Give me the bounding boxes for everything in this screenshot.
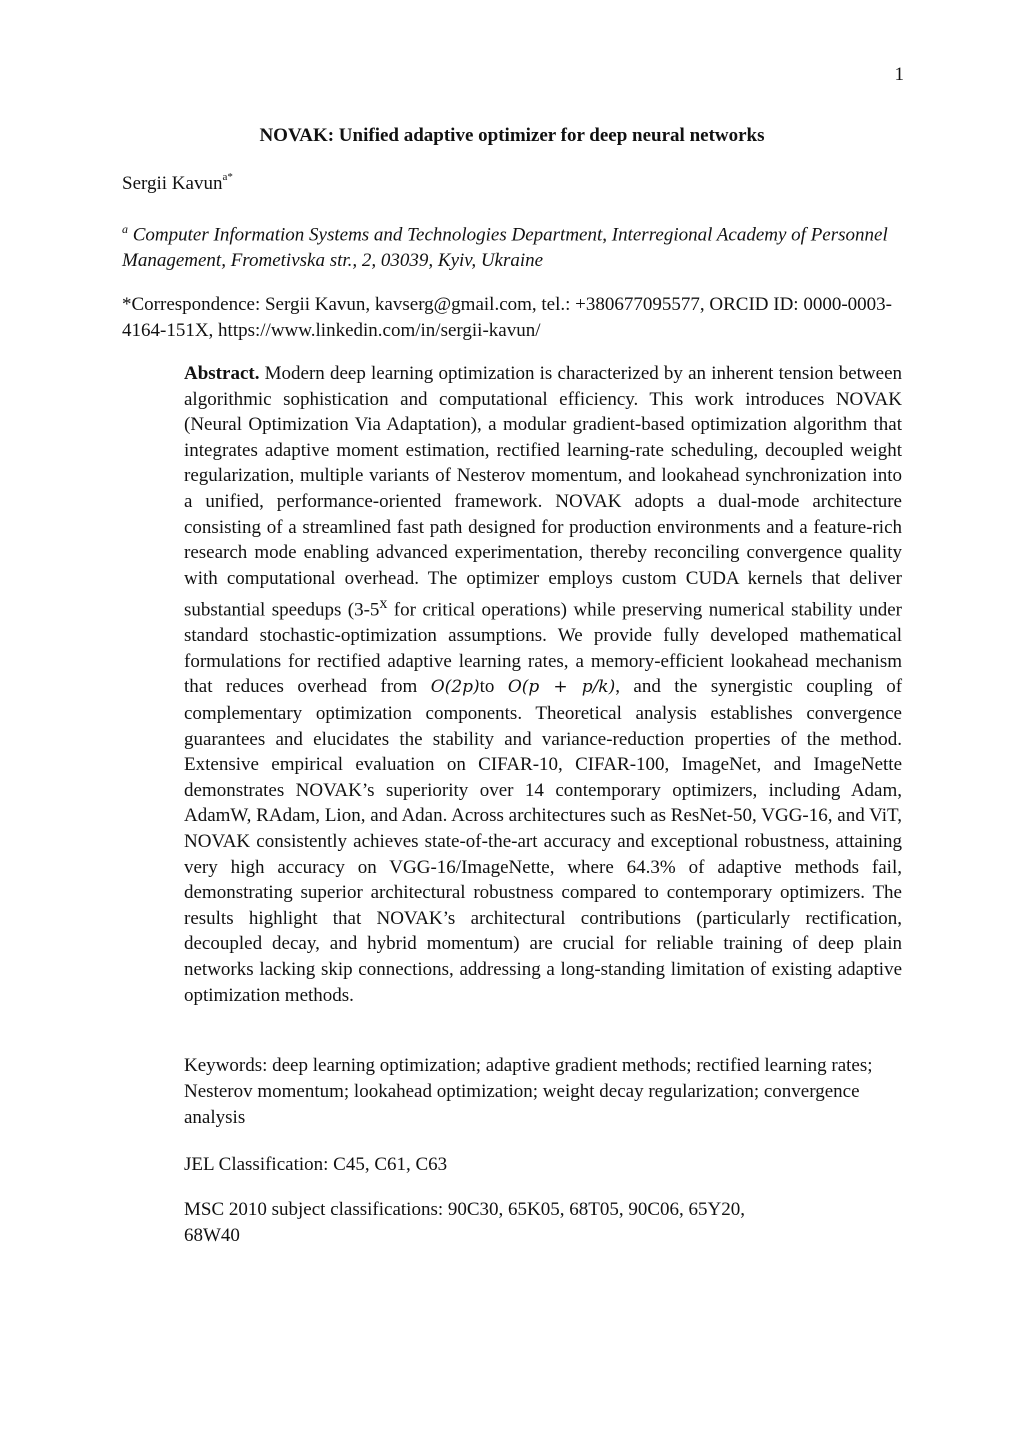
affiliation-mark: a	[122, 222, 128, 236]
author-marks: a*	[222, 171, 233, 183]
author-line	[122, 173, 233, 195]
jel-classification: JEL Classification: C45, C61, C63	[184, 1154, 448, 1175]
abstract-text-4: , and the synergistic coupling of complementary optimization components. Theoretical analysis establishes convergence guarantees and elucidates the stability and variance-reduction properties of the method. Extensive empirical evaluation on CIFAR-10, CIFAR-100, ImageNet, and ImageNette demonstrates NOVAK’s superiority over 14 contemporary optimizers, including Adam, AdamW, RAdam, Lion, and Adan. Across architectures such as ResNet-50, VGG-16, and ViT, NOVAK consistently achieves state-of-the-art accuracy and exceptional robustness, attaining very high accuracy on VGG-16/ImageNette, where 64.3% of adaptive methods fail, demonstrating superior architectural robustness compared to contemporary optimizers. The results highlight that NOVAK’s architectural contributions (particularly rectification, decoupled decay, and hybrid momentum) are crucial for reliable training of deep plain networks lacking skip connections, addressing a long-standing limitation of existing adaptive optimization methods.	[184, 676, 903, 1006]
abstract	[184, 361, 902, 1008]
page-number: 1	[894, 64, 904, 85]
abstract-text-1: Modern deep learning optimization is characterized by an inherent tension between algorithmic sophistication and computational efficiency. This work introduces NOVAK (Neural Optimization Via Adaptation), a modular gradient-based optimization algorithm that integrates adaptive moment estimation, rectified learning-rate scheduling, decoupled weight regularization, multiple variants of Nesterov momentum, and lookahead synchronization into a unified, performance-oriented framework. NOVAK adopts a dual-mode architecture consisting of a streamlined fast path designed for production environments and a feature-rich research mode enabling advanced experimentation, thereby reconciling convergence quality with computational overhead. The optimizer employs custom CUDA kernels that deliver substantial speedups (3-5	[184, 363, 902, 621]
affiliation-text: Computer Information Systems and Technologies Department, Interregional Academy of Personnel Management, Frometivska str., 2, 03039, Kyiv, Ukraine	[122, 224, 888, 272]
msc-classification: MSC 2010 subject classifications: 90C30, 65K05, 68T05, 90C06, 65Y20, 68W40	[184, 1199, 746, 1246]
abstract-sup-x: x	[379, 595, 388, 613]
abstract-label: Abstract.	[184, 363, 260, 384]
correspondence: *Correspondence: Sergii Kavun, kavserg@gmail.com, tel.: +380677095577, ORCID ID: 0000-0003-4164-151X, https://www.linkedin.com/in/sergii-kavun/	[122, 294, 892, 341]
affiliation	[122, 216, 922, 274]
author-name: Sergii Kavun	[122, 173, 223, 194]
keywords: Keywords: deep learning optimization; adaptive gradient methods; rectified learning rates; Nesterov momentum; lookahead optimization; weight decay regularization; convergence analysis	[184, 1055, 873, 1128]
math-o-2p: O(2p)	[430, 677, 480, 698]
abstract-text-3: to	[479, 676, 508, 698]
paper-title: NOVAK: Unified adaptive optimizer for deep neural networks	[259, 125, 765, 146]
abstract-text-2: for critical operations) while preserving numerical stability under standard stochastic-optimization assumptions. We provide fully developed mathematical formulations for rectified adaptive learning rates, a memory-efficient lookahead mechanism that reduces overhead from	[184, 599, 903, 698]
math-o-p-plus-p-over-k: O(p + p/k)	[507, 677, 616, 698]
